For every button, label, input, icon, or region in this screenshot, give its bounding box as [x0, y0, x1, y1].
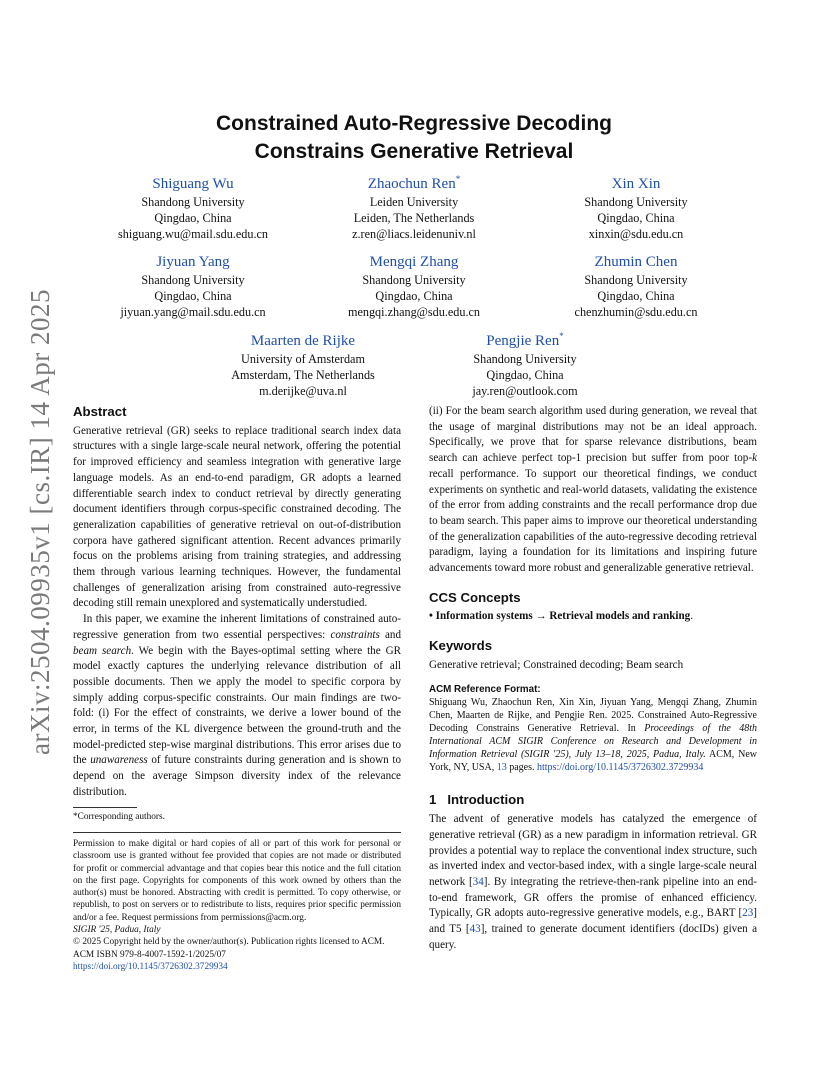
author-email: chenzhumin@sdu.edu.cn	[574, 305, 698, 319]
author-block	[193, 327, 413, 399]
abstract-paragraph: Generative retrieval (GR) seeks to replace traditional search index data structures with a single large-scale neural network, offering the potential for improved efficiency and seamless integration with generative large language models. As an end-to-end paradigm, GR adopts a learned differentiable search index to conduct retrieval by directly generating document identifiers through corpus-specific constrained decoding. The generalization capabilities of generative retrieval on out-of-distribution corpora have gathered significant attention. Recent advances primarily focus on the problems arising from training strategies, and addressing them through various learning techniques. However, the fundamental challenges of generalization arising from constrained auto-regressive decoding still remain unexplored and systematically understudied.	[73, 424, 401, 610]
author-block	[415, 327, 635, 399]
author-location: Leiden, The Netherlands	[353, 211, 475, 225]
venue: SIGIR '25, Padua, Italy	[73, 925, 161, 936]
author-name[interactable]: Maarten de Rijke	[250, 333, 356, 349]
citation-link[interactable]: 43	[469, 923, 481, 936]
author-name[interactable]: Mengqi Zhang	[369, 254, 459, 270]
acm-ref-heading: ACM Reference Format:	[429, 683, 541, 695]
author-location: Qingdao, China	[154, 211, 232, 225]
right-column	[429, 404, 757, 953]
isbn: ACM ISBN 979-8-4007-1592-1/2025/07	[73, 949, 226, 960]
permission-block	[73, 838, 401, 973]
pages-link[interactable]: 13	[496, 762, 507, 774]
footnote-rule	[73, 807, 137, 808]
author-affiliation: Shandong University	[362, 273, 466, 287]
author-name[interactable]: Shiguang Wu	[152, 176, 234, 192]
title-line-1: Constrained Auto-Regressive Decoding	[216, 112, 612, 135]
left-column	[73, 404, 401, 801]
paper-title	[0, 110, 828, 166]
keywords-heading: Keywords	[429, 638, 493, 654]
keywords-text: Generative retrieval; Constrained decoding; Beam search	[429, 658, 684, 671]
arxiv-stamp: arXiv:2504.09935v1 [cs.IR] 14 Apr 2025	[25, 289, 55, 755]
permission-text: Permission to make digital or hard copies of all or part of this work for personal or classroom use is granted without fee provided that copies are not made or distributed for profit or commercial advantage and that copies bear this notice and the full citation on the first page. Copyrights for components of this work owned by others than the author(s) must be honored. Abstracting with credit is permitted. To copy otherwise, or republish, to post on servers or to redistribute to lists, requires prior specific permission and/or a fee. Request permissions from permissions@acm.org.	[73, 839, 401, 923]
title-line-2: Constrains Generative Retrieval	[254, 140, 574, 163]
author-email: m.derijke@uva.nl	[259, 384, 347, 398]
author-email: jay.ren@outlook.com	[472, 384, 578, 398]
abstract-paragraph: In this paper, we examine the inherent limitations of constrained auto-regressive generation from two essential perspectives: constraints and beam search. We begin with the Bayes-optimal setting where the GR model exactly captures the underlying relevance distribution of all possible documents. Then we apply the model to specific corpora by simply adding corpus-specific constraints. Our main findings are two-fold: (i) For the effect of constraints, we derive a lower bound of the error, in terms of the KL divergence between the ground-truth and the model-predicted step-wise marginal distributions. This error arises due to the unawareness of future constraints during generation and is shown to depend on the average Simpson diversity index of the relevance distribution.	[73, 613, 402, 798]
author-block	[526, 170, 746, 242]
permission-rule	[73, 832, 401, 833]
acm-ref-text: Shiguang Wu, Zhaochun Ren, Xin Xin, Jiyuan Yang, Mengqi Zhang, Zhumin Chen, Maarten de Rijke, and Pengjie Ren. 2025. Constrained Auto-Regressive Decoding Constrains Generative Retrieval. In Proceedings of the 48th International ACM SIGIR Conference on Research and Development in Information Retrieval (SIGIR '25), July 13–18, 2025, Padua, Italy. ACM, New York, NY, USA, 13 pages. https://doi.org/10.1145/3726302.3729934	[429, 696, 758, 774]
author-location: Qingdao, China	[154, 289, 232, 303]
citation-link[interactable]: 23	[742, 907, 754, 920]
author-email: mengqi.zhang@sdu.edu.cn	[347, 305, 481, 319]
author-email: shiguang.wu@mail.sdu.edu.cn	[117, 227, 268, 241]
author-block	[526, 248, 746, 320]
intro-heading: 1 Introduction	[429, 792, 525, 808]
intro-paragraph: The advent of generative models has catalyzed the emergence of generative retrieval (GR) as a new paradigm in information retrieval. GR provides a potential way to replace the conventional index structure, such as inverted index and vector-based index, with a single large-scale neural network [34]. By integrating the retrieve-then-rank pipeline into an end-to-end framework, GR offers the promise of enhanced efficiency. Typically, GR adopts auto-regressive generative models, e.g., BART [23] and T5 [43], trained to generate document identifiers (docIDs) given a query.	[429, 813, 758, 951]
author-name[interactable]: Zhumin Chen	[594, 254, 678, 270]
author-name[interactable]: Xin Xin	[611, 176, 661, 192]
author-location: Qingdao, China	[486, 368, 564, 382]
author-block	[83, 248, 303, 320]
ccs-item: • Information systems → Retrieval models and ranking.	[429, 610, 693, 623]
author-email: z.ren@liacs.leidenuniv.nl	[352, 227, 476, 241]
author-affiliation: Shandong University	[584, 195, 688, 209]
ccs-heading: CCS Concepts	[429, 589, 521, 605]
author-location: Qingdao, China	[375, 289, 453, 303]
copyright: © 2025 Copyright held by the owner/author(s). Publication rights licensed to ACM.	[73, 937, 385, 948]
author-affiliation: University of Amsterdam	[241, 352, 365, 366]
author-name[interactable]: Pengjie Ren*	[486, 331, 564, 349]
author-block	[83, 170, 303, 242]
author-email: xinxin@sdu.edu.cn	[588, 227, 684, 241]
abstract-paragraph: (ii) For the beam search algorithm used during generation, we reveal that the usage of marginal distributions may not be an ideal approach. Specifically, we prove that for sparse relevance distributions, beam search can achieve perfect top-1 precision but suffer from poor top-k recall performance. To support our theoretical findings, we conduct experiments on synthetic and real-world datasets, validating the existence of the error from adding constraints and the recall performance drop due to beam search. This paper aims to improve our theoretical understanding of the generalization capabilities of the auto-regressive decoding retrieval paradigm, laying a foundation for its limitations and inspiring future advancements toward more robust and generalizable generative retrieval.	[429, 405, 757, 575]
citation-link[interactable]: 34	[472, 875, 484, 888]
author-affiliation: Shandong University	[141, 273, 245, 287]
author-name[interactable]: Zhaochun Ren*	[367, 174, 461, 192]
footnote: *Corresponding authors.	[73, 812, 165, 822]
author-affiliation: Shandong University	[141, 195, 245, 209]
author-affiliation: Shandong University	[473, 352, 577, 366]
author-email: jiyuan.yang@mail.sdu.edu.cn	[120, 305, 266, 319]
author-name[interactable]: Jiyuan Yang	[156, 254, 230, 270]
author-location: Qingdao, China	[597, 211, 675, 225]
author-block	[304, 170, 524, 242]
author-affiliation: Shandong University	[584, 273, 688, 287]
acm-ref-doi-link[interactable]: https://doi.org/10.1145/3726302.3729934	[537, 762, 704, 774]
abstract-heading: Abstract	[73, 404, 127, 419]
author-location: Qingdao, China	[597, 289, 675, 303]
author-block	[304, 248, 524, 320]
doi-link[interactable]: https://doi.org/10.1145/3726302.3729934	[73, 961, 228, 972]
author-affiliation: Leiden University	[369, 195, 459, 209]
author-location: Amsterdam, The Netherlands	[231, 368, 375, 382]
